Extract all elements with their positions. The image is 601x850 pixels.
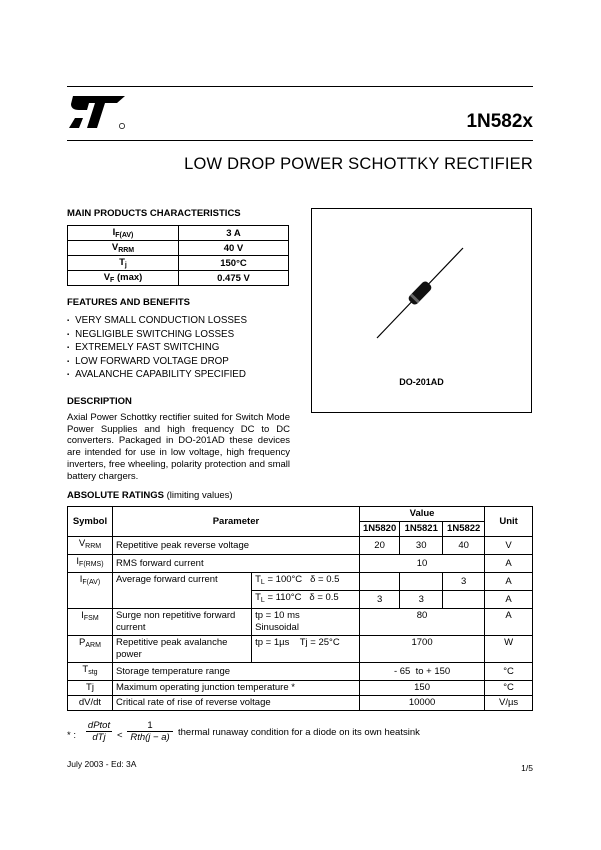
package-label: DO-201AD [399,377,444,387]
fraction-right: 1 Rth(j − a) [127,720,173,743]
footer-date: July 2003 - Ed: 3A [67,759,137,769]
list-item: ▪ AVALANCHE CAPABILITY SPECIFIED [67,368,247,382]
table-row: $T_{stg}$ Storage temperature range - 65 to + 150 °C [68,663,533,681]
absolute-ratings-heading: ABSOLUTE RATINGS (limiting values) [67,490,233,501]
table-row: Tj Maximum operating junction temperature * 150 °C [68,681,533,696]
main-characteristics-table [67,225,289,286]
page-number: 1/5 [521,763,533,773]
table-header-row: 1N5820 1N5821 1N5822 [68,522,533,537]
top-rule [67,86,533,87]
list-item: ▪ EXTREMELY FAST SWITCHING [67,341,247,355]
table-row: $I_{F(AV)}$ 3 A [68,226,289,241]
table-row: $I_{FSM}$ Surge non repetitive forward current tp = 10 ms Sinusoidal 80 A [68,609,533,636]
table-header-row: Symbol Parameter Value Unit [68,507,533,522]
diode-package-image [311,208,532,378]
description-heading: DESCRIPTION [67,396,132,407]
table-row: $I_{F(AV)}$ Average forward current $T_L = 100^\circ C$ δ = 0.5 3 A [68,573,533,591]
absolute-ratings-table [67,506,533,711]
list-item: ▪ VERY SMALL CONDUCTION LOSSES [67,314,247,328]
table-row: $T_L = 110^\circ C$ δ = 0.5 3 3 A [68,591,533,609]
st-logo [67,94,129,132]
table-row: $P_{ARM}$ Repetitive peak avalanche power tp = 1µs Tj = 25°C 1700 W [68,636,533,663]
description-text: Axial Power Schottky rectifier suited for Switch Mode Power Supplies and high frequency DC to DC converters. Packaged in DO-201AD these devices are intended for use in low voltage, high frequency inverters, free wheeling, polarity protection and small battery chargers. [67,412,290,482]
table-row: $V_{RRM}$ Repetitive peak reverse voltage 20 30 40 V [68,537,533,555]
table-row: $V_F$ (max) 0.475 V [68,271,289,286]
page-title: LOW DROP POWER SCHOTTKY RECTIFIER [184,155,533,173]
list-item: ▪ NEGLIGIBLE SWITCHING LOSSES [67,328,247,342]
part-number: 1N582x [466,111,533,132]
features-heading: FEATURES AND BENEFITS [67,297,190,308]
table-row: $T_j$ 150°C [68,256,289,271]
fraction-left: dPtot dTj [87,720,111,743]
header-rule [67,140,533,141]
main-characteristics-heading: MAIN PRODUCTS CHARACTERISTICS [67,208,241,219]
features-list [67,314,247,382]
footnote-text: thermal runaway condition for a diode on its own heatsink [178,727,420,738]
footnote-star: * : [67,730,76,741]
less-than-sign: < [117,730,123,741]
list-item: ▪ LOW FORWARD VOLTAGE DROP [67,355,247,369]
table-row: dV/dt Critical rate of rise of reverse voltage 10000 V/µs [68,696,533,711]
table-row: $V_{RRM}$ 40 V [68,241,289,256]
table-row: $I_{F(RMS)}$ RMS forward current 10 A [68,555,533,573]
